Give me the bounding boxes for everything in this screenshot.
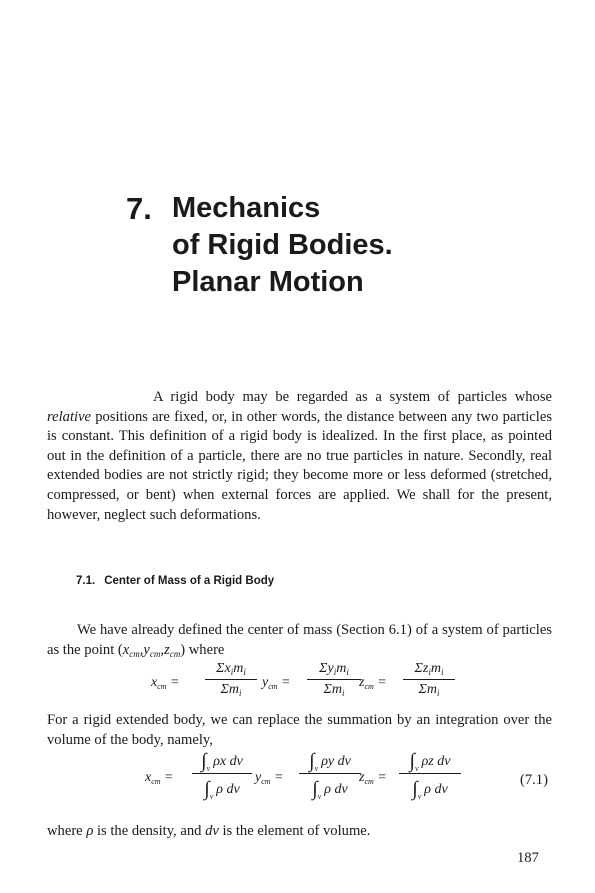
eq2-y-fraction <box>299 748 361 799</box>
p1-text-start: We have already defined the center of mass (Section 6.1) of a system of particles as the point ( <box>47 622 552 658</box>
p3-where: where <box>47 823 87 839</box>
eq1-y-numerator: $\Sigma y_im_i$ <box>319 661 349 677</box>
eq1-z-lhs: $z_{cm}$ = <box>359 675 387 691</box>
equation-number: (7.1) <box>520 772 548 788</box>
eq2-x-lhs: $x_{cm}$ = <box>145 770 174 786</box>
eq2-z-numerator: $\int_v$ ρz dv <box>409 750 451 773</box>
equation-integral <box>0 748 595 812</box>
eq1-x-lhs: $x_{cm}$ = <box>151 675 180 691</box>
chapter-title-line-2: of Rigid Bodies. <box>172 229 393 261</box>
p1-point-y: ,y <box>139 641 150 658</box>
intro-italic-word: relative <box>47 408 92 425</box>
eq2-y-numerator: $\int_v$ ρy dv <box>309 750 351 773</box>
intro-text-start: A rigid body may be regarded as a system of particles whose <box>153 389 552 405</box>
p1-point-sub-2: cm <box>149 648 161 659</box>
p3-end: is the element of volume. <box>218 823 371 839</box>
chapter-number: 7. <box>126 191 152 226</box>
eq1-y-lhs: $y_{cm}$ = <box>262 675 291 691</box>
p3-dv: dv <box>205 823 219 839</box>
eq2-z-lhs: $z_{cm}$ = <box>359 770 387 786</box>
eq2-z-denominator: $\int_v$ ρ dv <box>412 778 448 801</box>
eq2-x-numerator: $\int_v$ ρx dv <box>201 750 243 773</box>
paragraph-integration: For a rigid extended body, we can replace the summation by an integration over the volume of the body, namely, <box>47 712 552 748</box>
intro-text-end: positions are fixed, or, in other words, the distance between any two particles is constant. This definition of a rigid body is idealized. In the first place, as pointed out in the definition of a particle, there are no true particles in nature. Secondly, real extended bodies are not strictly rigid; they become more or less deformed (stretched, compressed, or bent) when external forces are applied. We shall for the present, however, neglect such deformations. <box>47 408 552 523</box>
eq1-x-numerator: $\Sigma x_im_i$ <box>216 661 246 677</box>
chapter-title-line-3: Planar Motion <box>172 266 364 298</box>
eq1-z-denominator: $\Sigma m_i$ <box>418 682 440 698</box>
intro-paragraph <box>47 388 552 525</box>
chapter-title-line-1: Mechanics <box>172 192 321 224</box>
paragraph-center-of-mass <box>47 621 552 664</box>
eq1-x-fraction <box>205 661 257 698</box>
eq1-x-denominator: $\Sigma m_i$ <box>220 682 242 698</box>
chapter-title <box>172 190 393 301</box>
eq2-y-denominator: $\int_v$ ρ dv <box>312 778 348 801</box>
eq1-z-fraction <box>403 661 455 698</box>
eq1-y-fraction <box>307 661 361 698</box>
paragraph-where <box>47 822 552 842</box>
p1-point <box>123 642 180 658</box>
p1-point-x: x <box>122 641 130 658</box>
p1-text-end: ) where <box>180 641 225 658</box>
eq2-y-lhs: $y_{cm}$ = <box>255 770 284 786</box>
page-number: 187 <box>517 850 539 866</box>
section-heading <box>76 575 274 587</box>
p1-point-sub-3: cm <box>169 648 181 659</box>
p3-mid: is the density, and <box>93 823 206 839</box>
eq2-x-denominator: $\int_v$ ρ dv <box>204 778 240 801</box>
p1-point-z: ,z <box>160 641 170 658</box>
section-number: 7.1. <box>76 575 96 587</box>
p1-point-sub-1: cm <box>129 648 140 659</box>
eq2-x-fraction <box>192 748 252 799</box>
p3-rho: ρ <box>86 823 94 839</box>
eq1-z-numerator: $\Sigma z_im_i$ <box>414 661 444 677</box>
eq2-z-fraction <box>399 748 461 799</box>
equation-discrete <box>0 661 595 705</box>
section-title: Center of Mass of a Rigid Body <box>104 575 275 587</box>
eq1-y-denominator: $\Sigma m_i$ <box>323 682 345 698</box>
